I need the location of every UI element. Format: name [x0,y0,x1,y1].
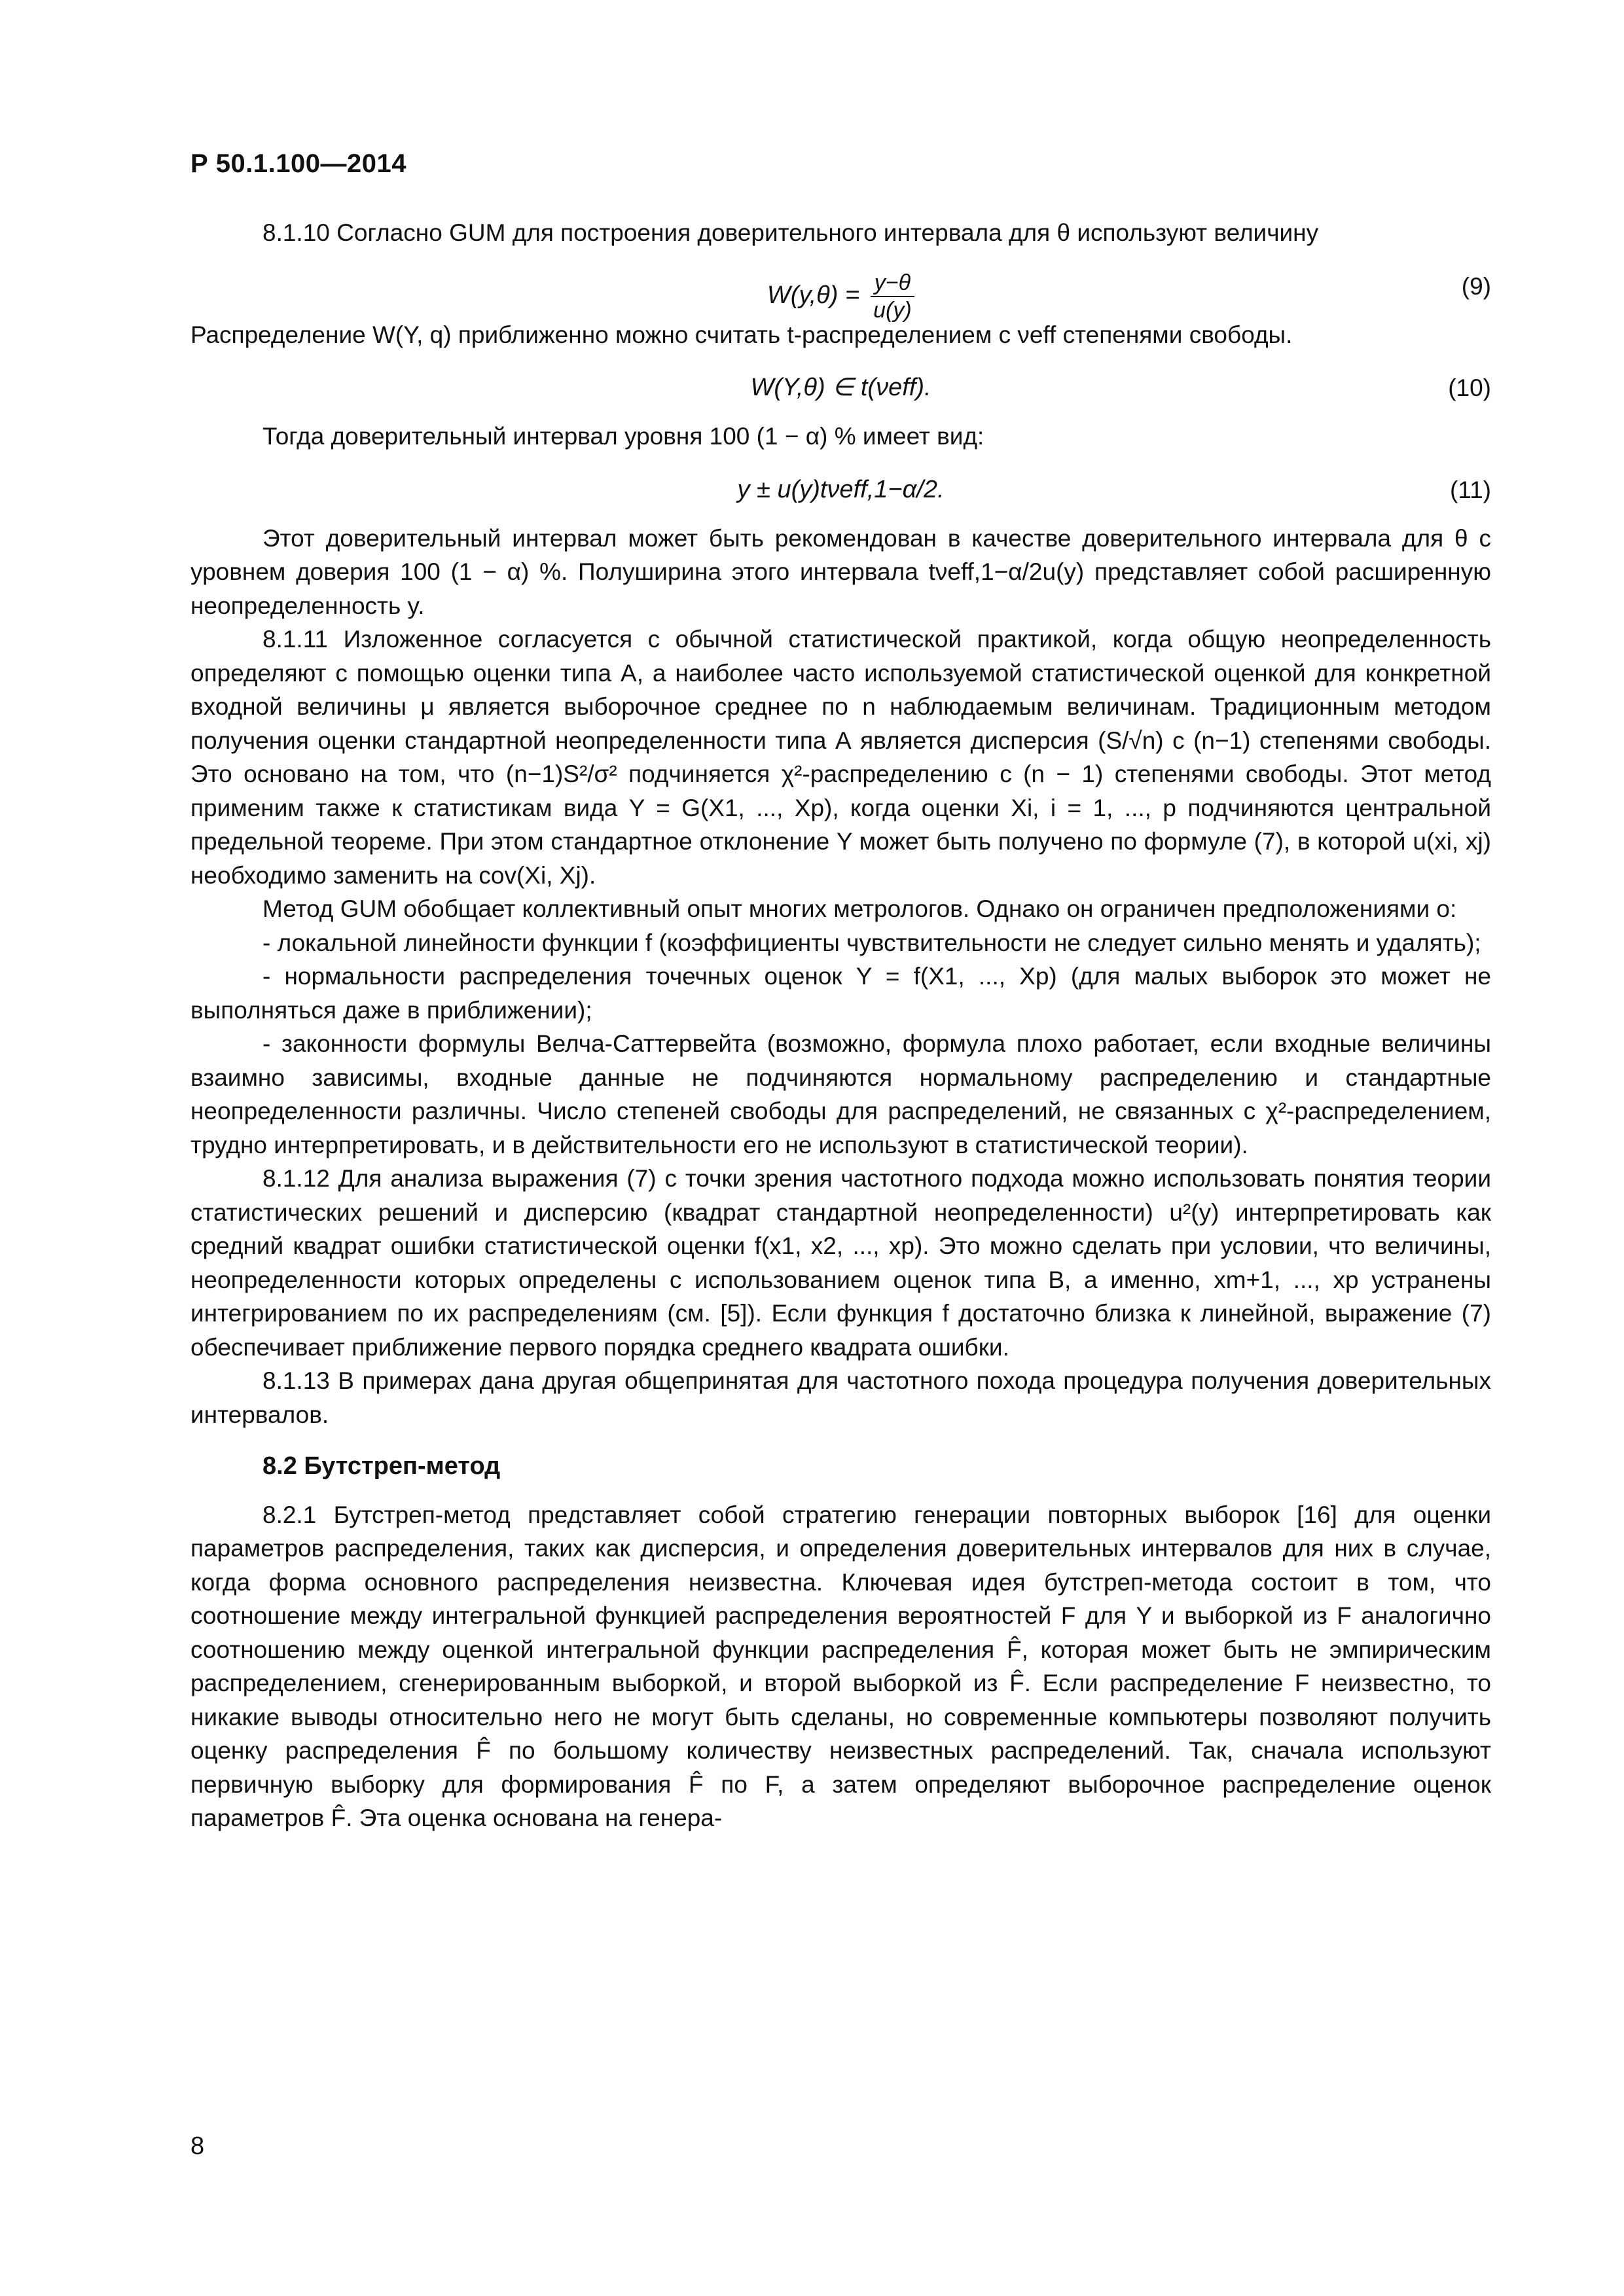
list-item-linearity: - локальной линейности функции f (коэффициенты чувствительности не следует сильно менять и удалять); [262,929,1481,956]
formula-9-expression [190,270,1491,323]
formula-10-number: (10) [1448,374,1491,401]
formula-9-numerator: y−θ [871,270,914,297]
paragraph-8-2-1: 8.2.1 Бутстреп-метод представляет собой стратегию генерации повторных выборок [16] для оценки параметров распределения, таких как дисперсия, и определения доверительных интервалов для них в случае, когда форма основного распределения неизвестна. Ключевая идея бутстреп-метода состоит в том, что соотношение между интегральной функцией распределения вероятностей F для Y и выборкой из F аналогично соотношению между оценкой интегральной функции распределения F̂, которая может быть не эмпирическим распределением, сгенерированным выборкой, и второй выборкой из F̂. Если распределение F неизвестно, то никакие выводы относительно него не могут быть сделаны, но современные компьютеры позволяют получить оценку распределения F̂ по большому количеству неизвестных распределений. Так, сначала используют первичную выборку для формирования F̂ по F, а затем определяют выборочное распределение оценок параметров F̂. Эта оценка основана на генера- [190,1501,1491,1831]
page-number: 8 [190,2132,205,2160]
document-code: Р 50.1.100—2014 [190,149,406,178]
formula-9-lhs: W(y,θ) = [767,281,860,309]
formula-11-expression: y ± u(y)tνeff,1−α/2. [737,475,945,503]
formula-9 [190,257,1491,323]
paragraph-8-1-10: 8.1.10 Согласно GUM для построения доверительного интервала для θ используют величину [262,219,1319,246]
paragraph-8-1-11: 8.1.11 Изложенное согласуется с обычной статистической практикой, когда общую неопределенность определяют с помощью оценки типа А, а наиболее часто используемой статистической оценкой для конкретной входной величины μ является выборочное среднее по n наблюдаемым величинам. Традиционным методом получения оценки стандартной неопределенности типа А является дисперсия (S/√n) с (n−1) степенями свободы. Это основано на том, что (n−1)S²/σ² подчиняется χ²-распределению с (n − 1) степенями свободы. Этот метод применим также к статистикам вида Y = G(X1, ..., Xp), когда оценки Xi, i = 1, ..., p подчиняются центральной предельной теореме. При этом стандартное отклонение Y может быть получено по формуле (7), в которой u(xi, xj) необходимо заменить на cov(Xi, Xj). [190,626,1491,889]
formula-9-number: (9) [1461,272,1491,300]
paragraph-then: Тогда доверительный интервал уровня 100 (1 − α) % имеет вид: [262,423,984,450]
paragraph-gum-method: Метод GUM обобщает коллективный опыт многих метрологов. Однако он ограничен предположениями о: [262,895,1457,922]
list-item-normality: - нормальности распределения точечных оценок Y = f(X1, ..., Xp) (для малых выборок это может не выполняться даже в приближении); [190,963,1491,1024]
section-heading-8-2: 8.2 Бутстреп-метод [262,1452,501,1480]
list-item-welch-satterthwaite: - законности формулы Велча-Саттервейта (возможно, формула плохо работает, если входные величины взаимно зависимы, входные данные не подчиняются нормальному распределению и стандартные неопределенности различны. Число степеней свободы для распределений, не связанных с χ²-распределением, трудно интерпретировать, и в действительности его не используют в статистической теории). [190,1030,1491,1158]
formula-9-fraction [871,270,914,323]
paragraph-8-1-12: 8.1.12 Для анализа выражения (7) с точки зрения частотного подхода можно использовать понятия теории статистических решений и дисперсию (квадрат стандартной неопределенности) u²(y) интерпретировать как средний квадрат ошибки статистической оценки f(x1, x2, ..., xp). Это можно сделать при условии, что величины, неопределенности которых определены с использованием оценок типа В, а именно, xm+1, ..., xp устранены интегрированием по их распределениям (см. [5]). Если функция f достаточно близка к линейной, выражение (7) обеспечивает приближение первого порядка среднего квадрата ошибки. [190,1165,1491,1361]
formula-9-denominator: u(y) [873,297,912,323]
page-body [190,216,1491,1835]
paragraph-this-interval: Этот доверительный интервал может быть рекомендован в качестве доверительного интервала для θ с уровнем доверия 100 (1 − α) %. Полуширина этого интервала tνeff,1−α/2u(y) представляет собой расширенную неопределенность y. [190,524,1491,619]
formula-11-number: (11) [1449,476,1491,503]
formula-11 [190,460,1491,515]
paragraph-distribution: Распределение W(Y, q) приближенно можно считать t-распределением с νeff степенями свободы. [190,321,1293,348]
formula-10 [190,358,1491,413]
formula-10-expression: W(Y,θ) ∈ t(νeff). [750,374,931,401]
paragraph-8-1-13: 8.1.13 В примерах дана другая общепринятая для частотного похода процедура получения доверительных интервалов. [190,1367,1491,1428]
